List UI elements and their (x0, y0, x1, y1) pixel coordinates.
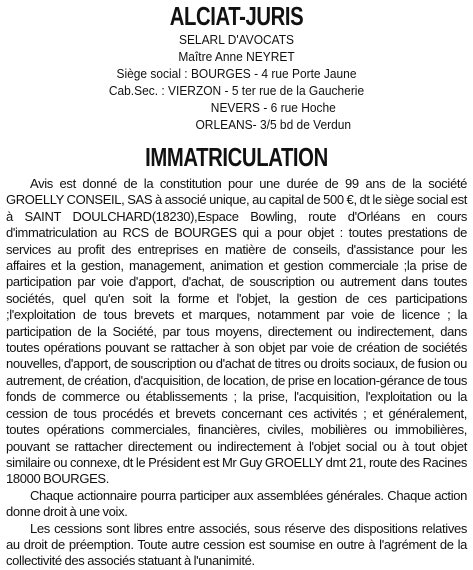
firm-details (24, 31, 448, 133)
office-orleans: ORLEANS- 3/5 bd de Verdun (195, 117, 352, 132)
notice-paragraph-transfers: Les cessions sont libres entre associés, sous réserve des dispositions relatives au droit de préemption. Toute autre cession est soumise en outre à l'agrément de la collectivité des associés statuant à l'unanimité. (6, 520, 467, 569)
lawyer-name: Maître Anne NEYRET (178, 49, 295, 64)
notice-paragraph-constitution: Avis est donné de la constitution pour une durée de 99 ans de la société GROELLY CONSEIL, SAS à associé unique, au capital de 500 €, dt le siège social est à SAINT DOULCHARD(18230),Espace Bowling, route d'Orléans en cours d'immatriculation au RCS de BOURGES qui a pour objet : toutes prestations de services au profit des entreprises en matière de conseils, d'assistance pour les affaires et la gestion, management, animation et gestion commerciale ;la prise de participation par voie d'apport, d'achat, de souscription ou autrement dans toutes sociétés, quel qu'en soit la forme et l'objet, la gestion de ces participations ;l'exploitation de tous brevets et marques, notamment par voie de licence ; la participation de la Société, par tous moyens, directement ou indirectement, dans toutes opérations pouvant se rattacher à son objet par voie de création de sociétés nouvelles, d'apport, de souscription ou d'achat de titres ou droits sociaux, de fusion ou autrement, de création, d'acquisition, de location, de prise en location-gérance de tous fonds de commerce ou établissements ; la prise, l'acquisition, l'exploitation ou la cession de tous procédés et brevets concernant ces activités ; et généralement, toutes opérations commerciales, financières, civiles, mobilières ou immobilières, pouvant se rattacher directement ou indirectement à l'objet social ou à tout objet similaire ou connexe, dt le Président est Mr Guy GROELLY dmt 21, route des Racines 18000 BOURGES. (6, 176, 467, 487)
notice-body (6, 176, 467, 570)
firm-type: SELARL D'AVOCATS (178, 32, 295, 47)
head-office-address: Siège social : BOURGES - 4 rue Porte Jaune (116, 66, 357, 81)
office-nevers: NEVERS - 6 rue Hoche (210, 100, 336, 115)
notice-title: IMMATRICULATION (145, 142, 328, 172)
secondary-office-vierzon: Cab.Sec. : VIERZON - 5 ter rue de la Gaucherie (108, 83, 365, 98)
firm-name: ALCIAT-JURIS (169, 1, 304, 31)
notice-paragraph-voting: Chaque actionnaire pourra participer aux assemblées générales. Chaque action donne droit à une voix. (6, 487, 467, 520)
